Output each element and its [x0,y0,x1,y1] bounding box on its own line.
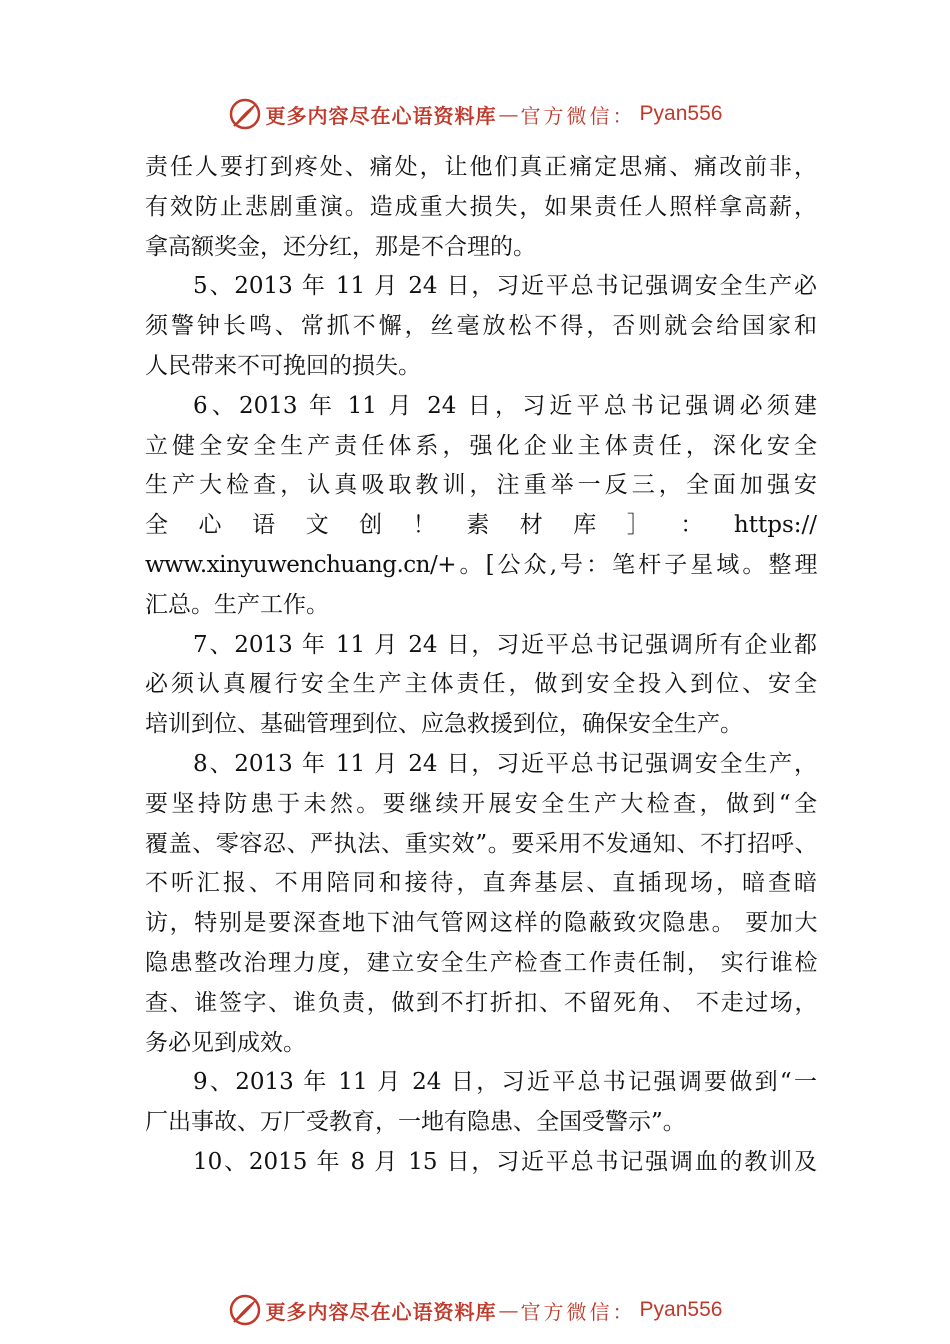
paragraph-7-start: 7、2013 年 11 月 24 日，习近平总书记强调所有企业都 [193,631,817,658]
quill-logo-icon [228,97,262,131]
paragraph-9-start: 9、2013 年 11 月 24 日，习近平总书记强调要做到“一 [193,1069,817,1096]
paragraph-6-start: 6、2013 年 11 月 24 日，习近平总书记强调必须建 [193,392,817,419]
body-line: 不听汇报、不用陪同和接待，直奔基层、直插现场，暗查暗 [145,870,817,897]
body-line: www.xinyuwenchuang.cn/+。[公众,号：笔杆子星域。整理 [145,551,817,578]
header-wechat-id: Pyan556 [639,102,723,125]
body-line: 访，特别是要深查地下油气管网这样的隐蔽致灾隐患。 要加大 [145,910,817,937]
body-line: 汇总。生产工作。 [145,591,329,618]
body-line: 人民带来不可挽回的损失。 [145,352,421,379]
body-line: 有效防止悲剧重演。造成重大损失，如果责任人照样拿高薪， [145,193,817,220]
quill-logo-icon [228,1293,262,1327]
footer-brand-text: 更多内容尽在心语资料库 [265,1299,497,1324]
body-line: 须警钟长鸣、常抓不懈，丝毫放松不得，否则就会给国家和 [145,313,817,340]
body-line: 生产大检查，认真吸取教训，注重举一反三，全面加强安 [145,472,817,499]
body-line: 厂出事故、万厂受教育，一地有隐患、全国受警示”。 [145,1109,686,1136]
document-body [145,148,817,1183]
footer-watermark-banner [0,1288,950,1332]
body-line: 务必见到成效。 [145,1029,306,1056]
body-line: 隐患整改治理力度，建立安全生产检查工作责任制， 实行谁检 [145,949,817,976]
paragraph-10-start: 10、2015 年 8 月 15 日，习近平总书记强调血的教训及 [193,1148,817,1175]
body-line: 覆盖、零容忍、严执法、重实效”。要采用不发通知、不打招呼、 [145,830,817,857]
body-line: 拿高额奖金，还分红，那是不合理的。 [145,233,536,260]
body-line: 培训到位、基础管理到位、应急救援到位，确保安全生产。 [145,711,743,738]
body-line: 必须认真履行安全生产主体责任，做到安全投入到位、安全 [145,671,817,698]
body-line: 全 心 语 文 创 ！ 素 材 库 ］ ： https:// [145,512,817,539]
header-brand-text: 更多内容尽在心语资料库 [265,103,497,128]
body-line: 要坚持防患于未然。要继续开展安全生产大检查，做到“全 [145,790,817,817]
footer-separator: — [498,1298,519,1322]
paragraph-5-start: 5、2013 年 11 月 24 日，习近平总书记强调安全生产必 [193,273,817,300]
footer-wechat-label: 官方微信： [520,1299,636,1324]
body-line: 立健全安全生产责任体系，强化企业主体责任，深化安全 [145,432,817,459]
footer-wechat-id: Pyan556 [639,1298,723,1321]
body-line: 查、谁签字、谁负责，做到不打折扣、不留死角、 不走过场， [145,989,817,1016]
header-watermark-banner [0,92,950,136]
header-wechat-label: 官方微信： [520,103,636,128]
header-separator: — [498,102,519,126]
body-line: 责任人要打到疼处、痛处，让他们真正痛定思痛、痛改前非， [145,154,817,180]
paragraph-8-start: 8、2013 年 11 月 24 日，习近平总书记强调安全生产， [193,750,817,777]
